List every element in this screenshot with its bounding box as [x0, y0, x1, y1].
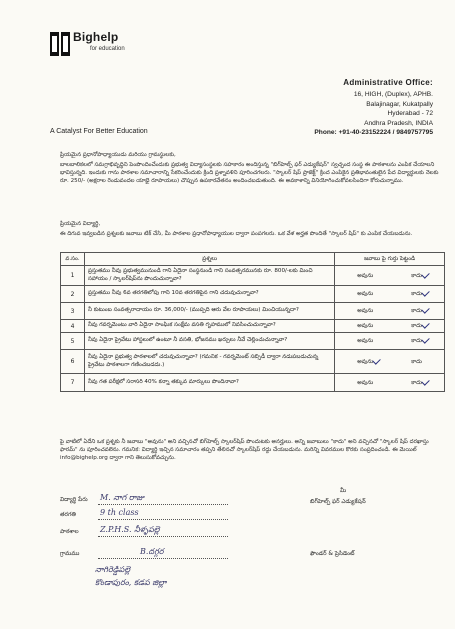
- row-number: 6: [61, 350, 85, 374]
- notes-paragraph: పై వాటిలో ఏదేని ఒక ప్రశ్నకు నీ జవాబు "అవును" అని వచ్చినచో బిగ్‌హెల్ప్ స్కాలర్‌షిప్ పొందుటకు అనర్హులు. అన్ని జవాబులు "కాదు" అని వచ్చినచో "స్కాలర్ షిప్ దరఖాస్తు ఫారమ్" ను పూరించవలెను. గమనిక: విద్యార్థి ఇచ్చిన సమాచారం తప్పని తేలినచో స్కాలర్‌షిప్ రద్దు చేయబడును. మరిన్ని వివరముల కొరకు సంప్రదించండి. ఈ మెయిల్ info@bighelp.org ద్వారా గాని తెలుసుకోవచ్చును.: [60, 439, 429, 461]
- yes-option[interactable]: అవును: [357, 323, 374, 330]
- school-line: [98, 536, 228, 537]
- office-address: [273, 78, 433, 138]
- no-option-checked[interactable]: కాదు: [411, 308, 422, 315]
- no-option[interactable]: కాదు: [411, 358, 422, 365]
- letter-body: బాలబాలికలలో సమగ్రాభివృద్ధిని పెంపొందించేందుకు ప్రభుత్వ విద్యాసంస్థలకు సహకారం అందిస్తున్న "బిగ్‌హెల్ప్ ఫర్ ఎడ్యుకేషన్" స్వచ్ఛంద సంస్థ ఈ పాఠశాలను ఎంపిక చేయాలని భావిస్తున్నది. ఇందుకు గాను పాఠశాల సమాచారాన్ని సేకరించేందుకు క్రింది ప్రశ్నావళిని పూరించగలరు. "స్కాలర్ షిప్ ప్రాజెక్ట్" క్రింద ఎంపికైన ప్రతిభావంతులైన పేద విద్యార్థులకు నెలకు రూ. 250/- (అక్షరాల రెండువందల యాభై రూపాయలు) చొప్పున ఉపకారవేతనం అందించబడుతుంది. ఈ అవకాశాన్ని వినియోగించుకోవలసిందిగా కోరుచున్నాము.: [60, 162, 439, 184]
- row-answer[interactable]: [335, 303, 445, 320]
- row-answer[interactable]: [335, 350, 445, 374]
- row-answer[interactable]: [335, 286, 445, 303]
- row-question: నీవు ఏదైనా ప్రభుత్వ పాఠశాలలో చదువుచున్నావా? (గమనిక - గవర్నమెంట్ సబ్సిడీ ద్వారా నడుపబడుచున్న ప్రైవేటు పాఠశాలగా గణించబడదు.): [84, 350, 334, 374]
- row-answer[interactable]: [335, 333, 445, 350]
- row-number: 7: [61, 374, 85, 392]
- row-question: నీవు గత పరీక్షలో సరాసరి 40% కన్నా తక్కువ మార్కులు పొందినావా?: [84, 374, 334, 392]
- eligibility-table: [60, 252, 445, 392]
- row-question: నీవు ఏదైనా ప్రైవేటు హాస్టలులో ఉంటూ నీ వసతి, భోజనము ఖర్చులు నీవే చెల్లించుచున్నావా?: [84, 333, 334, 350]
- school-field: [60, 525, 160, 536]
- office-line: 16, HIGH, (Duplex), APHB.: [353, 91, 433, 98]
- office-line: Hyderabad - 72: [387, 110, 433, 118]
- office-line: Balajinagar, Kukatpally: [366, 100, 433, 108]
- yes-option-checked[interactable]: అవును: [357, 358, 374, 365]
- yes-option[interactable]: అవును: [357, 338, 374, 345]
- row-question: నీవు గవర్నమెంటు వారి ఏదైనా సాంఘిక సంక్షేమ వసతి గృహములో నివసించుచున్నావా?: [84, 320, 334, 333]
- row-number: 5: [61, 333, 85, 350]
- table-header-row: [61, 253, 445, 266]
- greeting-student: ప్రియమైన విద్యార్థి,: [60, 221, 101, 227]
- name-line: [98, 504, 228, 505]
- row-question: నీ కుటుంబ సంవత్సరాదాయం రూ. 36,000/- (ముప్పది ఆరు వేల రూపాయలు) మించియున్నదా?: [84, 303, 334, 320]
- name-label: విద్యార్థి పేరు: [60, 497, 88, 503]
- name-value[interactable]: M. నాగ రాజు: [100, 493, 145, 502]
- row-answer[interactable]: [335, 374, 445, 392]
- handwritten-address-2: కొండాపురం, కడప జిల్లా: [95, 578, 167, 587]
- office-line: Andhra Pradesh, INDIA: [364, 119, 433, 127]
- brand-subtitle: for education: [90, 46, 125, 52]
- yes-option[interactable]: అవును: [357, 272, 374, 279]
- row-question: ప్రస్తుతము నీవు 6వ తరగతిలోపు గాని 10వ తరగతిపైన గాని చదువుచున్నావా?: [84, 286, 334, 303]
- row-question: ప్రస్తుతము నీవు ప్రభుత్వమునుండి గాని ఏదైనా సంస్థనుండి గాని సంవత్సరమునకు రూ. 800/-లకు మించి సహాయం / స్కాలర్‌షిప్‌ను పొందుచున్నావా?: [84, 266, 334, 286]
- greeting-headmaster: ప్రియమైన ప్రధానోపాధ్యాయుడు మరియు గ్రామస్థులకు,: [60, 152, 176, 158]
- name-field: [60, 493, 145, 504]
- sign-off-yours: మీ: [340, 488, 347, 494]
- yes-option[interactable]: అవును: [357, 291, 374, 298]
- village-label: గ్రామము: [60, 551, 80, 557]
- row-number: 1: [61, 266, 85, 286]
- class-field: [60, 508, 139, 519]
- header-answer: జవాబు పై గుర్తు పెట్టండి: [335, 253, 445, 266]
- row-number: 4: [61, 320, 85, 333]
- row-number: 3: [61, 303, 85, 320]
- no-option-checked[interactable]: కాదు: [411, 379, 422, 386]
- class-value[interactable]: 9 th class: [100, 508, 139, 517]
- table-row: [61, 374, 445, 392]
- row-number: 2: [61, 286, 85, 303]
- village-value[interactable]: B.దగ్గర: [140, 547, 164, 556]
- office-phone: Phone: +91-40-23152224 / 9849757795: [314, 129, 433, 137]
- no-option-checked[interactable]: కాదు: [411, 323, 422, 330]
- row-answer[interactable]: [335, 320, 445, 333]
- school-value[interactable]: Z.P.H.S. నీళ్ళపల్లె: [100, 525, 160, 534]
- handwritten-address-1: నాగిరెడ్డిపల్లె: [95, 565, 130, 574]
- school-label: పాఠశాల: [60, 529, 79, 535]
- village-field: [60, 547, 164, 558]
- header-serial: వ.సం.: [61, 253, 85, 266]
- table-row: [61, 303, 445, 320]
- row-answer[interactable]: [335, 266, 445, 286]
- tagline: A Catalyst For Better Education: [50, 128, 148, 135]
- table-row: [61, 350, 445, 374]
- sign-off-org: బిగ్‌హెల్ప్ ఫర్ ఎడ్యుకేషన్: [310, 499, 366, 505]
- yes-option[interactable]: అవును: [357, 308, 374, 315]
- table-row: [61, 320, 445, 333]
- brand-name: Bighelp: [73, 30, 119, 44]
- bighelp-logo-icon: [50, 32, 70, 56]
- yes-option[interactable]: అవును: [357, 379, 374, 386]
- no-option-checked[interactable]: కాదు: [411, 291, 422, 298]
- table-row: [61, 266, 445, 286]
- no-option-checked[interactable]: కాదు: [411, 338, 422, 345]
- class-line: [98, 519, 228, 520]
- no-option-checked[interactable]: కాదు: [411, 272, 422, 279]
- student-intro: ఈ దిగువ ఇవ్వబడిన ప్రశ్నలకు జవాబు టిక్ చేసి, మీ పాఠశాల ప్రధానోపాధ్యాయుల ద్వారా పంపగలరు. ఒక వేళ అర్హత పొందితే "స్కాలర్ షిప్" కు ఎంపిక చేయబడును.: [60, 231, 413, 237]
- table-row: [61, 333, 445, 350]
- header-question: ప్రశ్నలు: [84, 253, 334, 266]
- table-row: [61, 286, 445, 303]
- village-line: [98, 558, 228, 559]
- sign-off-founder: ఫౌండర్ & ప్రెసిడెంట్: [310, 551, 355, 557]
- class-label: తరగతి: [60, 512, 76, 518]
- office-title: Administrative Office:: [343, 78, 433, 87]
